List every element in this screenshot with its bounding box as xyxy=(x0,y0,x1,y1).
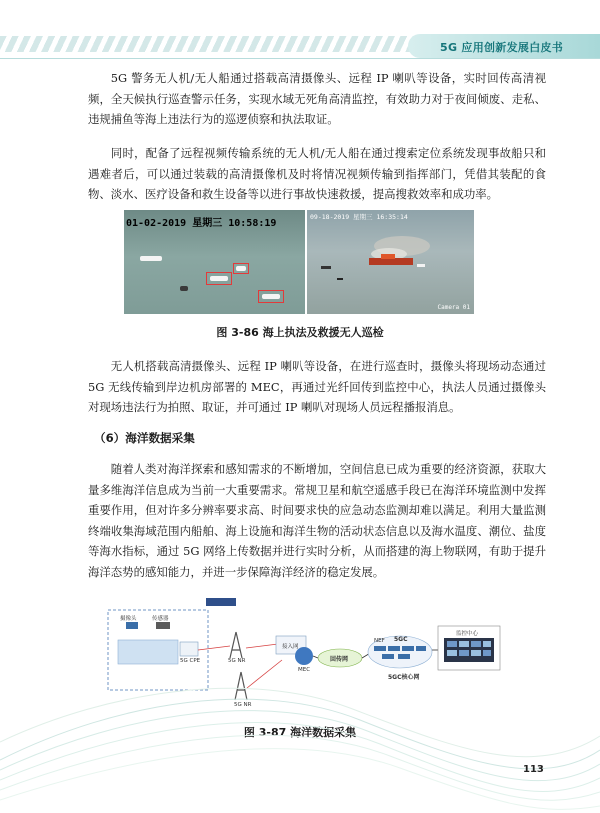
label-sensor: 传感器 xyxy=(152,616,169,622)
label-backhaul: 回传网 xyxy=(330,656,349,663)
label-nef: NEF xyxy=(374,638,385,644)
detection-box xyxy=(233,263,249,274)
figure-caption-3-86: 图 3-86 海上执法及救援无人巡检 xyxy=(216,326,384,339)
header-divider xyxy=(0,58,600,59)
label-camera: 摄像头 xyxy=(120,616,137,622)
figure-caption-3-87: 图 3-87 海洋数据采集 xyxy=(243,726,357,739)
paragraph-1: 5G 警务无人机/无人船通过搭载高清摄像头、远程 IP 喇叭等设备，实时回传高清视频，全天候执行巡查警示任务，实现水域无死角高清监控，有效助力对于夜间倾废、走私、违规捕鱼等海上违法行为的巡逻侦察和执法取证。 xyxy=(88,71,546,126)
label-5gc: 5GC xyxy=(394,636,408,643)
label-5g-nr-bottom: 5G NR xyxy=(234,702,252,708)
boat-icon xyxy=(140,256,162,261)
label-5g-nr-top: 5G NR xyxy=(228,658,246,664)
section-subheading: （6）海洋数据采集 xyxy=(94,431,195,445)
rescue-photo-right xyxy=(307,210,474,314)
paragraph-3: 无人机搭载高清摄像头、远程 IP 喇叭等设备，在进行巡查时，摄像头将现场动态通过 5G 无线传输到岸边机房部署的 MEC，再通过光纤回传到监控中心，执法人员通过摄像头对现场违法行为拍照、取证，并可通过 IP 喇叭对现场人员远程播报消息。 xyxy=(88,359,546,414)
header-decoration xyxy=(0,36,470,52)
camera-label: Camera 01 xyxy=(437,304,470,311)
detection-box xyxy=(258,290,284,303)
label-monitor-center: 监控中心 xyxy=(456,631,479,637)
photo-timestamp: 09-18-2019 星期三 16:35:14 xyxy=(310,213,408,221)
photo-timestamp: 01-02-2019 星期三 10:58:19 xyxy=(126,218,277,229)
label-mec: MEC xyxy=(298,667,311,673)
label-5gc-core: 5GC核心网 xyxy=(388,674,420,681)
paragraph-2: 同时，配备了远程视频传输系统的无人机/无人船在通过搜索定位系统发现事故船只和遇难者后，可以通过装载的高清摄像机及时将情况视频传输到指挥部门，凭借其装配的食物、淡水、医疗设备和救生设备等以进行事故快速救援，提高搜救效率和成功率。 xyxy=(88,146,546,201)
footer-wave-decoration xyxy=(0,640,600,813)
label-cpe: 5G CPE xyxy=(180,658,201,664)
boat-icon xyxy=(180,286,188,291)
paragraph-4: 随着人类对海洋探索和感知需求的不断增加，空间信息已成为重要的经济资源，获取大量多维海洋信息成为当前一大重要需求。常规卫星和航空遥感手段已在海洋环境监测中发挥重要作用，但对许多分辨率要求高、时间要求快的应急动态监测却难以满足。利用大量监测终端收集海域范围内船舶、海上设施和海洋生物的活动状态信息以及海水温度、潮位、盐度等海水指标，通过 5G 网络上传数据并进行实时分析，从而搭建的海上物联网，有助于提升海洋态势的感知能力，并进一步保障海洋经济的稳定发展。 xyxy=(88,462,546,579)
page-header xyxy=(0,0,600,62)
running-title: 5G 应用创新发展白皮书 xyxy=(440,41,564,54)
label-access-network: 接入网 xyxy=(282,644,299,650)
patrol-photo-left xyxy=(124,210,305,314)
rescue-scene-graphic xyxy=(307,210,474,314)
detection-box xyxy=(206,272,232,285)
page-number: 113 xyxy=(523,764,544,775)
